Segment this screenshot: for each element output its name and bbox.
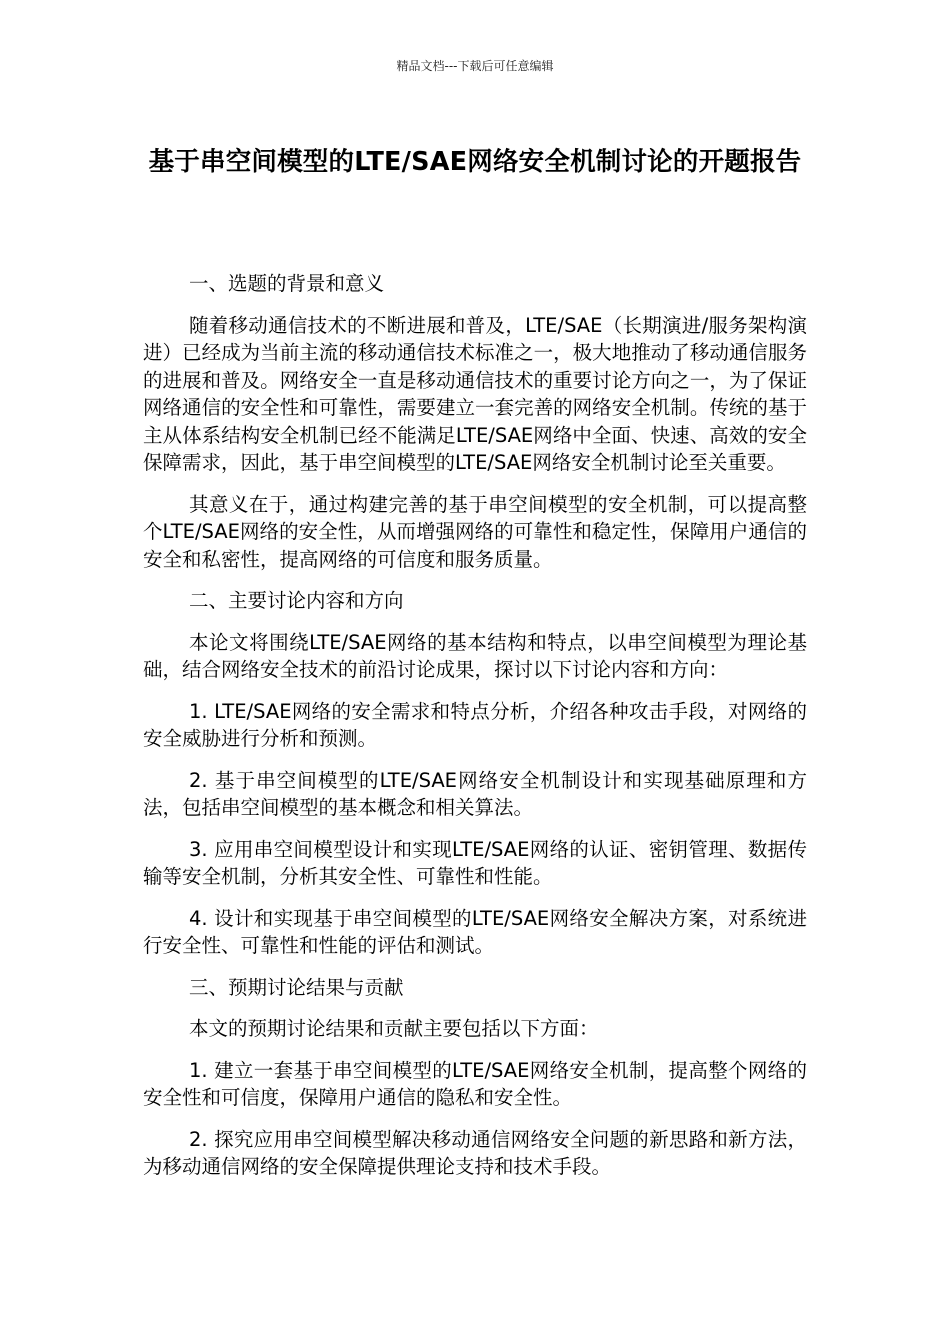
list-item-result-1: 1. 建立一套基于串空间模型的LTE/SAE网络安全机制，提高整个网络的安全性和可信度，保障用户通信的隐私和安全性。 — [143, 1058, 807, 1109]
paragraph-content-intro: 本论文将围绕LTE/SAE网络的基本结构和特点，以串空间模型为理论基础，结合网络安全技术的前沿讨论成果，探讨以下讨论内容和方向： — [143, 630, 807, 681]
list-item-content-3: 3. 应用串空间模型设计和实现LTE/SAE网络的认证、密钥管理、数据传输等安全机制，分析其安全性、可靠性和性能。 — [143, 837, 807, 888]
document-title: 基于串空间模型的LTE/SAE网络安全机制讨论的开题报告 — [148, 147, 802, 177]
paragraph-significance: 其意义在于，通过构建完善的基于串空间模型的安全机制，可以提高整个LTE/SAE网络的安全性，从而增强网络的可靠性和稳定性，保障用户通信的安全和私密性，提高网络的可信度和服务质量。 — [143, 492, 807, 571]
section-heading-content: 二、主要讨论内容和方向 — [189, 589, 404, 612]
paragraph-results-intro: 本文的预期讨论结果和贡献主要包括以下方面： — [189, 1017, 599, 1040]
document-body — [143, 270, 807, 1181]
paragraph-background: 随着移动通信技术的不断进展和普及，LTE/SAE（长期演进/服务架构演进）已经成为当前主流的移动通信技术标准之一，极大地推动了移动通信服务的进展和普及。网络安全一直是移动通信技术的重要讨论方向之一，为了保证网络通信的安全性和可靠性，需要建立一套完善的网络安全机制。传统的基于主从体系结构安全机制已经不能满足LTE/SAE网络中全面、快速、高效的安全保障需求，因此，基于串空间模型的LTE/SAE网络安全机制讨论至关重要。 — [143, 313, 807, 474]
list-item-content-2: 2. 基于串空间模型的LTE/SAE网络安全机制设计和实现基础原理和方法，包括串空间模型的基本概念和相关算法。 — [143, 768, 807, 819]
page-header: 精品文档---下载后可任意编辑 — [396, 59, 554, 73]
section-heading-background: 一、选题的背景和意义 — [189, 272, 385, 295]
list-item-content-4: 4. 设计和实现基于串空间模型的LTE/SAE网络安全解决方案，对系统进行安全性、可靠性和性能的评估和测试。 — [143, 906, 807, 957]
list-item-result-2: 2. 探究应用串空间模型解决移动通信网络安全问题的新思路和新方法，为移动通信网络的安全保障提供理论支持和技术手段。 — [143, 1127, 807, 1178]
list-item-content-1: 1. LTE/SAE网络的安全需求和特点分析，介绍各种攻击手段，对网络的安全威胁进行分析和预测。 — [143, 699, 807, 750]
section-heading-results: 三、预期讨论结果与贡献 — [189, 975, 404, 999]
